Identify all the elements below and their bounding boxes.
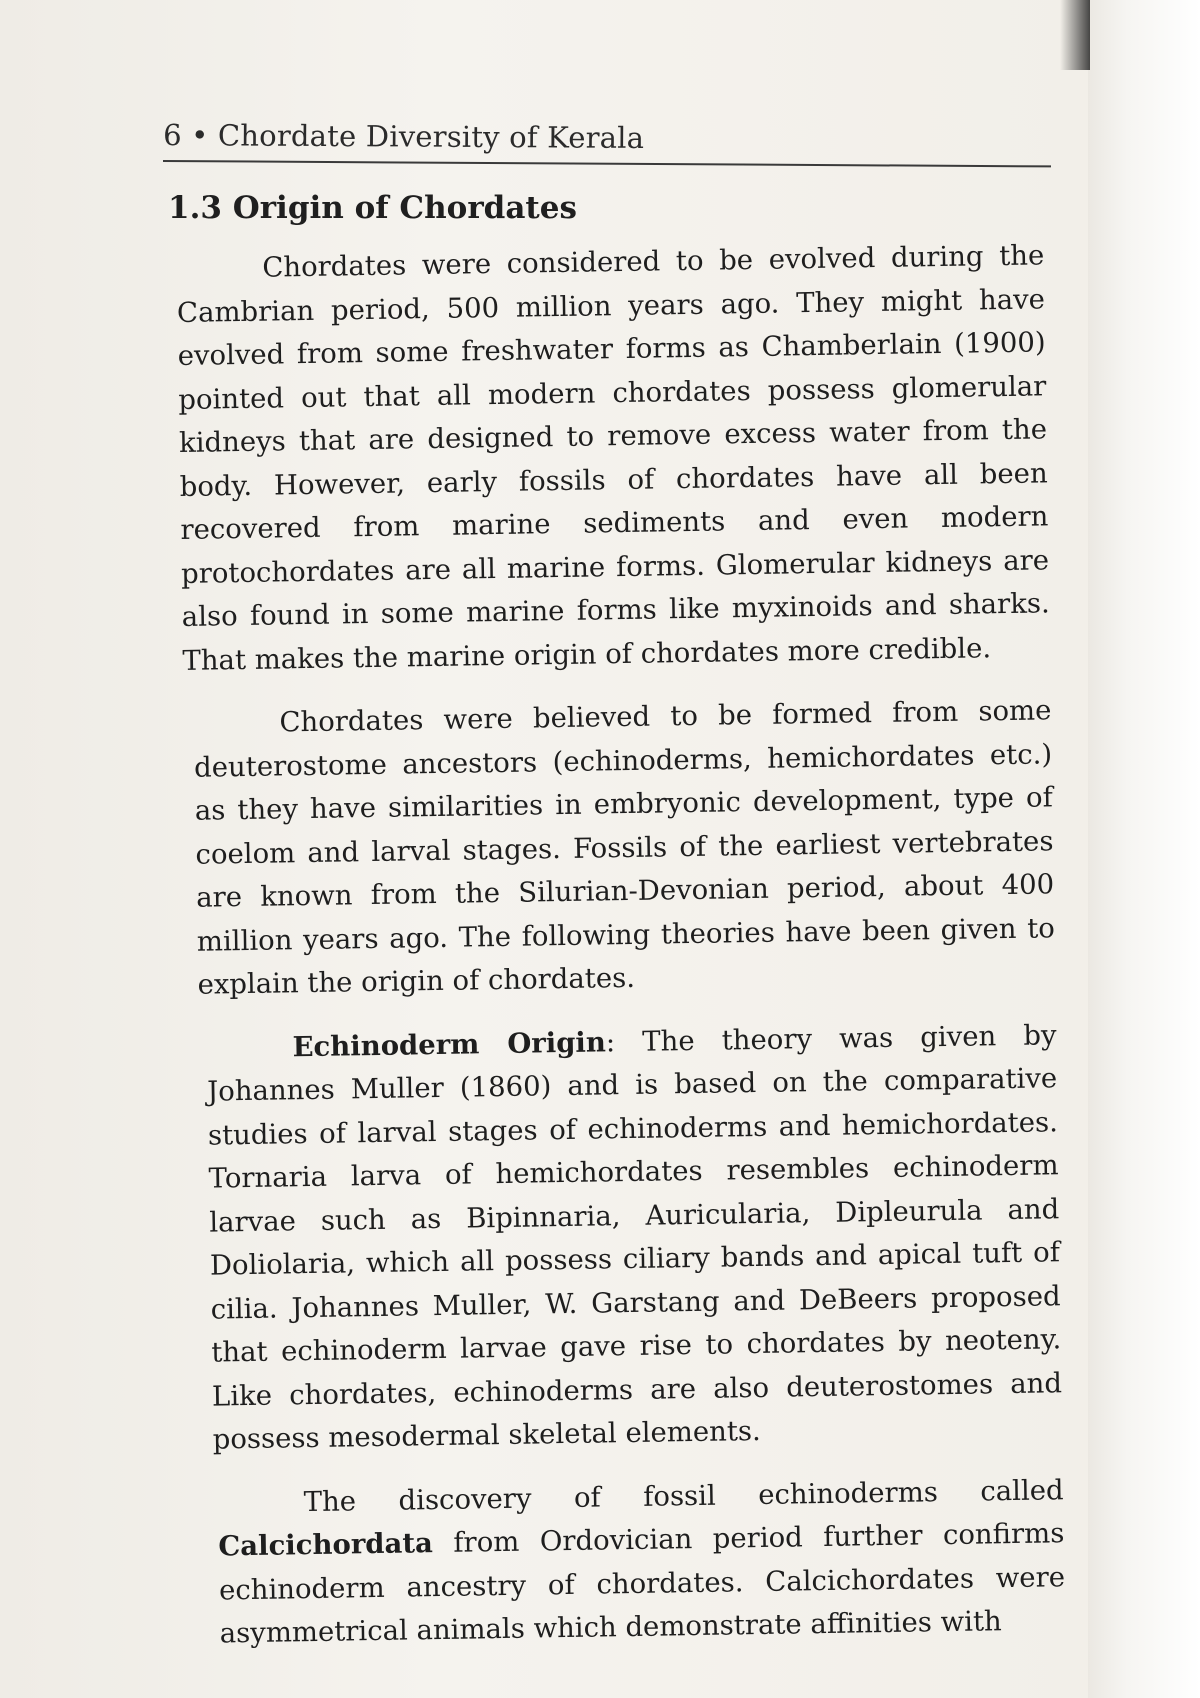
section-heading: 1.3 Origin of Chordates [168, 190, 577, 226]
paragraph-echinoderm-origin [206, 1014, 1063, 1462]
running-head: 6 • Chordate Diversity of Kerala [163, 118, 1051, 167]
paragraph-deuterostome-ancestors: Chordates were believed to be formed from some deuterostome ancestors (echinoderms, hemichordates etc.) as they have similarities in embryonic development, type of coelom and larval stages. Fossils of the earliest vertebrates are known from the Silurian-Devonian period, about 400 million years ago. The following theories have been given to explain the origin of chordates. [193, 694, 1056, 1001]
calcichordata-lead-text: The discovery of fossil echinoderms called [303, 1473, 1064, 1518]
paragraph-marine-origin: Chordates were considered to be evolved during the Cambrian period, 500 million years ago. They might have evolved from some freshwater forms as Chamberlain (1900) pointed out that all modern chordates possess glomerular kidneys that are designed to remove excess water from the body. However, early fossils of chordates have all been recovered from marine sediments and even modern protochordates are all marine forms. Glomerular kidneys are also found in some marine forms like myxinoids and sharks. That makes the marine origin of chordates more credible. [176, 239, 1050, 677]
calcichordata-text: from Ordovician period further confirms echinoderm ancestry of chordates. Calcichordates were asymmetrical animals which demonstrate affinities with [218, 1517, 1066, 1650]
body-text [176, 234, 1066, 1676]
term-echinoderm-origin: Echinoderm Origin [292, 1025, 607, 1063]
page-edge [1088, 0, 1200, 1698]
binding-shadow [1060, 0, 1090, 70]
echinoderm-origin-text: : The theory was given by Johannes Muller (1860) and is based on the comparative studies of larval stages of echinoderms and hemichordates. Tornaria larva of hemichordates resembles echinoderm larvae such as Bipinnaria, Auricularia, Dipleurula and Doliolaria, which all possess ciliary bands and apical tuft of cilia. Johannes Muller, W. Garstang and DeBeers proposed that echinoderm larvae gave rise to chordates by neoteny. Like chordates, echinoderms are also deuterostomes and possess mesodermal skeletal elements. [207, 1018, 1063, 1456]
term-calcichordata: Calcichordata [218, 1527, 434, 1563]
paragraph-calcichordata [217, 1469, 1066, 1656]
